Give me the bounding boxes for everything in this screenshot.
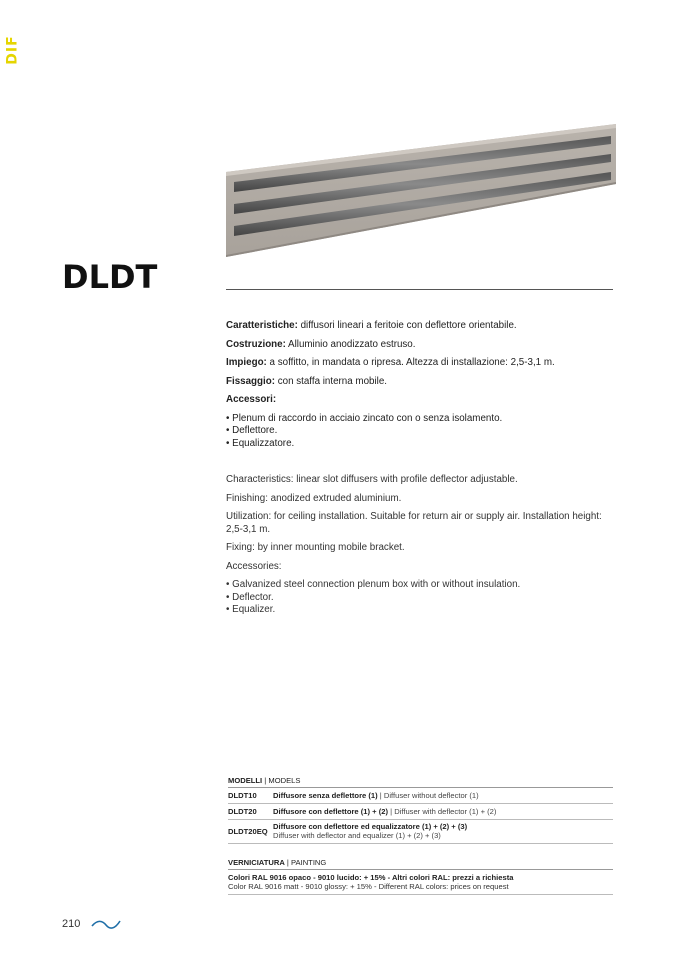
model-description: Diffusore con deflettore (1) + (2) | Diffuser with deflector (1) + (2) [273, 804, 613, 820]
en-utilization: Utilization: for ceiling installation. Suitable for return air or supply air. Installation height: 2,5-3,1 m. [226, 511, 602, 535]
painting-header: VERNICIATURA | PAINTING [228, 858, 613, 870]
list-item: • Deflettore. [226, 425, 616, 438]
table-row [228, 804, 613, 820]
list-item: • Plenum di raccordo in acciaio zincato con o senza isolamento. [226, 413, 616, 426]
models-header: MODELLI | MODELS [228, 776, 613, 788]
model-code: DLDT10 [228, 788, 273, 804]
table-row [228, 788, 613, 804]
page-number: 210 [62, 918, 81, 931]
model-description: Diffusore con deflettore ed equalizzatore (1) + (2) + (3) Diffuser with deflector and equalizer (1) + (2) + (3) [273, 820, 613, 844]
section-tab-label: DIF [4, 35, 21, 65]
en-characteristics: Characteristics: linear slot diffusers with profile deflector adjustable. [226, 474, 518, 485]
en-fixing: Fixing: by inner mounting mobile bracket. [226, 542, 405, 553]
models-table [228, 788, 613, 844]
painting-info: Colori RAL 9016 opaco - 9010 lucido: + 15% - Altri colori RAL: prezzi a richiesta Color RAL 9016 matt - 9010 glossy: + 15% - Different RAL colors: prices on request [228, 870, 613, 895]
it-accessories: Accessori: [226, 394, 277, 405]
list-item: • Equalizzatore. [226, 438, 616, 451]
en-accessories: Accessories: [226, 560, 282, 572]
model-description: Diffusore senza deflettore (1) | Diffuser without deflector (1) [273, 788, 613, 804]
title-divider [226, 289, 613, 290]
it-use: Impiego: a soffitto, in mandata o ripresa. Altezza di installazione: 2,5-3,1 m. [226, 357, 555, 368]
en-finishing: Finishing: anodized extruded aluminium. [226, 492, 402, 504]
list-item: • Galvanized steel connection plenum box with or without insulation. [226, 579, 616, 592]
list-item: • Deflector. [226, 592, 616, 605]
it-construction: Costruzione: Alluminio anodizzato estruso. [226, 338, 416, 350]
it-characteristics: Caratteristiche: diffusori lineari a feritoie con deflettore orientabile. [226, 320, 517, 331]
spec-tables [228, 776, 613, 895]
it-fixing: Fissaggio: con staffa interna mobile. [226, 375, 388, 387]
list-item: • Equalizer. [226, 604, 616, 617]
page-footer [62, 918, 121, 930]
model-code: DLDT20EQ [228, 820, 273, 844]
table-row [228, 820, 613, 844]
description [226, 320, 616, 623]
product-title: DLDT [62, 258, 158, 296]
section-tab [4, 36, 26, 66]
product-image [226, 122, 616, 262]
model-code: DLDT20 [228, 804, 273, 820]
wave-logo-icon [91, 918, 121, 930]
